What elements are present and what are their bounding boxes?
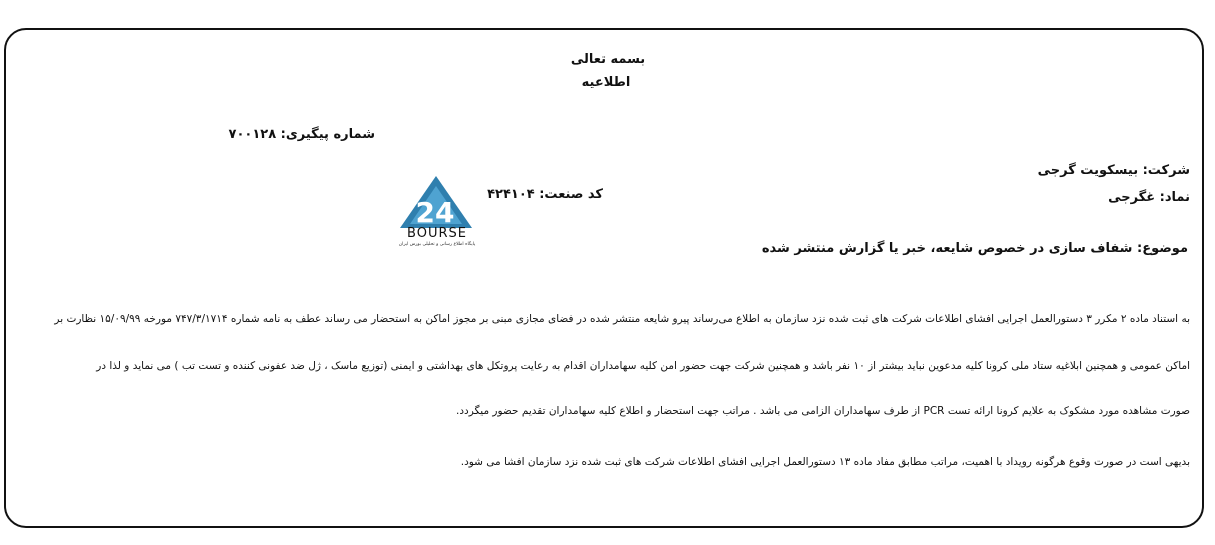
company-symbol: نماد: غگرجی xyxy=(1108,190,1190,205)
logo-brand-text: BOURSE xyxy=(407,226,467,241)
tracking-number: شماره پیگیری: ۷۰۰۱۲۸ xyxy=(228,127,375,142)
body-paragraph-line-4: بدیهی است در صورت وقوع هرگونه رویداد با اهمیت، مراتب مطابق مفاد ماده ۱۳ دستورالعمل اجرایی افشای اطلاعات شرکت های ثبت شده نزد سازمان افشا می شود. xyxy=(460,456,1190,468)
header-title: بسمه تعالی xyxy=(570,52,646,67)
header-subtitle: اطلاعیه xyxy=(581,75,631,90)
body-paragraph-line-2: اماکن عمومی و همچنین ابلاغیه ستاد ملی کرونا کلیه مدعوین نباید بیشتر از ۱۰ نفر باشد و همچنین شرکت جهت حضور امن کلیه سهامداران اقدام به رعایت پروتکل های بهداشتی و ایمنی (توزیع ماسک ، ژل ضد عفونی کننده و تست تب ) می نماید و لذا در xyxy=(96,360,1190,372)
notice-frame xyxy=(4,28,1204,528)
logo-tagline: پایگاه اطلاع رسانی و تحلیلی بورس ایران xyxy=(398,242,476,247)
body-paragraph-line-1: به استناد ماده ۲ مکرر ۳ دستورالعمل اجرایی افشای اطلاعات شرکت های ثبت شده نزد سازمان به اطلاع می‌رساند پیرو شایعه منتشر شده در فضای مجازی مبنی بر مجوز اماکن به استحضار می رساند عطف به نامه شماره ۷۴۷/۳/۱۷۱۴ مورخه ۱۵/۰۹/۹۹ نظارت بر xyxy=(54,313,1190,325)
body-paragraph-line-3: صورت مشاهده مورد مشکوک به علایم کرونا ارائه تست PCR از طرف سهامداران الزامی می باشد . مراتب جهت استحضار و اطلاع کلیه سهامداران تقدیم حضور میگردد. xyxy=(456,405,1190,417)
company-name: شرکت: بیسکویت گرجی xyxy=(1037,163,1190,178)
subject-line: موضوع: شفاف سازی در خصوص شایعه، خبر یا گزارش منتشر شده xyxy=(761,241,1188,256)
industry-code: کد صنعت: ۴۲۴۱۰۴ xyxy=(487,187,603,202)
logo-24-mark: 24 xyxy=(415,196,455,229)
